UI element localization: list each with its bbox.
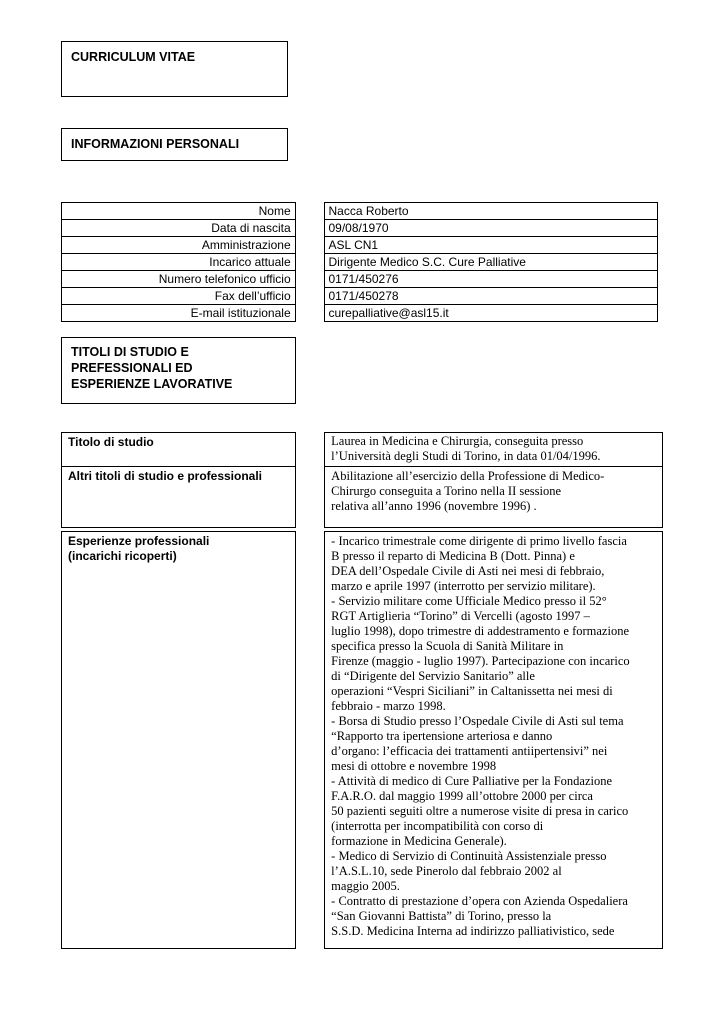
experience-line: operazioni “Vespri Siciliani” in Caltanissetta nei mesi di (331, 684, 613, 698)
studies-title-line: ESPERIENZE LAVORATIVE (71, 377, 233, 391)
info-value: Dirigente Medico S.C. Cure Palliative (324, 254, 658, 271)
experience-line: “Rapporto tra ipertensione arteriosa e danno (331, 729, 553, 743)
experience-line: luglio 1998), dopo trimestre di addestramento e formazione (331, 624, 630, 638)
experience-line: F.A.R.O. dal maggio 1999 all’ottobre 2000 per circa (331, 789, 593, 803)
studies-title-line: TITOLI DI STUDIO E (71, 345, 189, 359)
experience-line: l’A.S.L.10, sede Pinerolo dal febbraio 2002 al (331, 864, 562, 878)
experience-line: RGT Artiglieria “Torino” di Vercelli (agosto 1997 – (331, 609, 590, 623)
experience-line: - Contratto di prestazione d’opera con Azienda Ospedaliera (331, 894, 628, 908)
altri-titoli-value: Abilitazione all’esercizio della Professione di Medico- Chirurgo conseguita a Torino nella II sessione relativa all’anno 1996 (novembre 1996) . (325, 467, 663, 528)
experience-line: - Incarico trimestrale come dirigente di primo livello fascia (331, 534, 627, 548)
titolo-studio-label: Titolo di studio (62, 433, 296, 467)
experience-line: Firenze (maggio - luglio 1997). Partecipazione con incarico (331, 654, 630, 668)
esperienze-value (325, 532, 663, 949)
experience-line: (interrotta per incompatibilità con corso di (331, 819, 544, 833)
cv-title: CURRICULUM VITAE (61, 41, 288, 97)
esperienze-label: Esperienze professionali (incarichi ricoperti) (62, 532, 296, 949)
experience-line: maggio 2005. (331, 879, 400, 893)
experience-line: 50 pazienti seguiti oltre a numerose visite di presa in carico (331, 804, 629, 818)
info-row (62, 254, 658, 271)
experience-line: DEA dell’Ospedale Civile di Asti nei mesi di febbraio, (331, 564, 605, 578)
studies-title (61, 337, 296, 404)
experience-line: “San Giovanni Battista” di Torino, presso la (331, 909, 552, 923)
info-row (62, 305, 658, 322)
info-label: E-mail istituzionale (62, 305, 296, 322)
titolo-studio-value: Laurea in Medicina e Chirurgia, conseguita presso l’Università degli Studi di Torino, in data 01/04/1996. (325, 433, 663, 467)
experience-line: - Medico di Servizio di Continuità Assistenziale presso (331, 849, 607, 863)
info-label: Incarico attuale (62, 254, 296, 271)
info-row (62, 237, 658, 254)
experience-line: B presso il reparto di Medicina B (Dott. Pinna) e (331, 549, 575, 563)
info-value: curepalliative@asl15.it (324, 305, 658, 322)
titolo-studio-row (62, 433, 663, 467)
studies-table (61, 432, 663, 949)
altri-titoli-label: Altri titoli di studio e professionali (62, 467, 296, 528)
info-row (62, 288, 658, 305)
info-label: Nome (62, 203, 296, 220)
experience-line: formazione in Medicina Generale). (331, 834, 507, 848)
info-row (62, 271, 658, 288)
info-value: 0171/450278 (324, 288, 658, 305)
info-label: Data di nascita (62, 220, 296, 237)
altri-titoli-row (62, 467, 663, 528)
info-value: Nacca Roberto (324, 203, 658, 220)
info-label: Amministrazione (62, 237, 296, 254)
personal-info-title: INFORMAZIONI PERSONALI (61, 128, 288, 161)
personal-info-table (61, 202, 658, 322)
info-row (62, 203, 658, 220)
experience-line: - Borsa di Studio presso l’Ospedale Civile di Asti sul tema (331, 714, 624, 728)
info-label: Numero telefonico ufficio (62, 271, 296, 288)
info-value: ASL CN1 (324, 237, 658, 254)
experience-line: di “Dirigente del Servizio Sanitario” alle (331, 669, 535, 683)
experience-line: specifica presso la Scuola di Sanità Militare in (331, 639, 564, 653)
experience-line: marzo e aprile 1997 (interrotto per servizio militare). (331, 579, 596, 593)
experience-line: febbraio - marzo 1998. (331, 699, 446, 713)
info-row (62, 220, 658, 237)
info-value: 0171/450276 (324, 271, 658, 288)
info-value: 09/08/1970 (324, 220, 658, 237)
studies-title-line: PREFESSIONALI ED (71, 361, 193, 375)
experience-line: S.S.D. Medicina Interna ad indirizzo palliativistico, sede (331, 924, 615, 938)
experience-line: mesi di ottobre e novembre 1998 (331, 759, 497, 773)
info-label: Fax dell’ufficio (62, 288, 296, 305)
experience-line: - Servizio militare come Ufficiale Medico presso il 52° (331, 594, 607, 608)
experience-line: - Attività di medico di Cure Palliative per la Fondazione (331, 774, 613, 788)
experience-line: d’organo: l’efficacia dei trattamenti antiipertensivi” nei (331, 744, 608, 758)
esperienze-row (62, 532, 663, 949)
